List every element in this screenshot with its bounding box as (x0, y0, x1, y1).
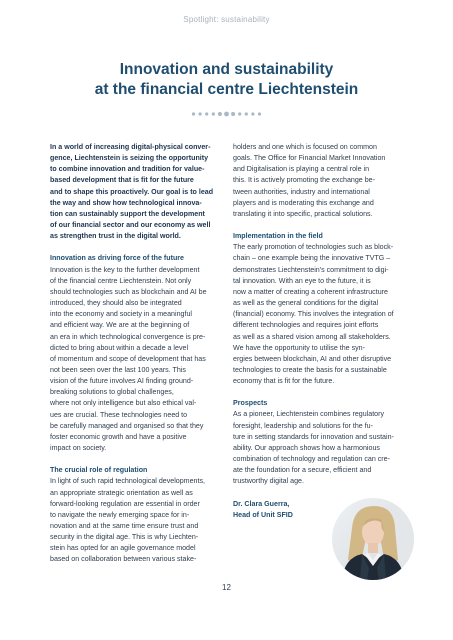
right-column (233, 142, 415, 532)
divider-dot (205, 112, 208, 115)
divider-dot (245, 112, 248, 115)
regulation-continuation: holders and one which is focused on common goals. The Office for Financial Market Innovation and Digitalisation is playing a central role in this. It is actively promoting the exchange be- tween authorities, industry and international players and is moderating this exchange and translating it into specific, practical solutions. (233, 143, 386, 218)
divider-dot (218, 112, 222, 116)
page-number: 12 (222, 583, 231, 592)
divider-dot (251, 112, 254, 115)
decorative-dots-divider (0, 110, 453, 118)
section-innovation (50, 253, 232, 454)
author-name: Dr. Clara Guerra, (233, 499, 290, 508)
section-body-implementation: The early promotion of technologies such as block- chain – one example being the innovative TVTG – demonstrates Liechtenstein's commitment to digi- tal innovation. With an eye to the future, it is now a matter of creating a coherent infrastructure as well as the general conditions for the digital (financial) economy. This involves the integration of different technologies and requires joint efforts as well as a shared vision among all stakeholders. We have the opportunity to utilise the syn- ergies between blockchain, AI and other disruptive technologies to create the basis for a sustainable economy that is fit for the future. (233, 243, 394, 386)
divider-dot (231, 112, 235, 116)
page-title-line-1: Innovation and sustainability (119, 61, 334, 78)
divider-dot (224, 112, 229, 117)
page-title-line-2: at the financial centre Liechtenstein (94, 81, 359, 98)
divider-dot (212, 112, 215, 115)
section-implementation (233, 231, 415, 387)
section-body-regulation: In light of such rapid technological developments, an appropriate strategic orientation as well as forward-looking regulation are essential in order to navigate the newly emerging space for in- novation and at the same time ensure trust and security in the digital age. This is why Liechten- stein has opted for an agile governance model based on collaboration between various stake- (50, 477, 205, 564)
author-portrait (332, 498, 414, 580)
section-heading-innovation: Innovation as driving force of the future (50, 254, 185, 263)
section-body-prospects: As a pioneer, Liechtenstein combines regulatory foresight, leadership and solutions for the fu- ture in setting standards for innovation and sustain- ability. Our approach shows how a harmonious combination of technology and regulation can cre- ate the foundation for a secure, efficient and trustworthy digital age. (233, 410, 394, 486)
divider-dot (192, 112, 195, 115)
divider-dot (258, 112, 261, 115)
author-role: Head of Unit SFID (233, 510, 293, 519)
section-heading-implementation: Implementation in the field (233, 232, 323, 241)
intro-paragraph: In a world of increasing digital-physical conver- gence, Liechtenstein is seizing the opportunity to combine innovation and tradition for value- based development that is fit for the future and to shape this proactively. Our goal is to lead the way and show how technological innova- tion can sustainably support the development of our financial sector and our economy as well as strengthen trust in the digital world. (50, 143, 214, 241)
section-body-innovation: Innovation is the key to the further development of the financial centre Liechtenstein. Not only should technologies such as blockchain and AI be introduced, they should also be integrated into the economy and society in a meaningful and efficient way. We are at the beginning of an era in which technological convergence is pre- dicted to bring about within a decade a level of momentum and scope of development that has not been seen over the last 100 years. This vision of the future involves AI finding ground- breaking solutions to global challenges, where not only intelligence but also ethical val- ues are crucial. These technologies need to be carefully managed and organised so that they foster economic growth and have a positive impact on society. (50, 265, 207, 453)
section-heading-prospects: Prospects (233, 399, 268, 408)
section-heading-regulation: The crucial role of regulation (50, 466, 148, 475)
divider-dot (238, 112, 241, 115)
page-title (0, 60, 453, 100)
section-label: Spotlight: sustainability (183, 15, 270, 24)
section-regulation (50, 465, 232, 565)
section-prospects (233, 398, 415, 487)
divider-dot (199, 112, 202, 115)
author-portrait-image (332, 498, 414, 580)
left-column (50, 142, 232, 577)
